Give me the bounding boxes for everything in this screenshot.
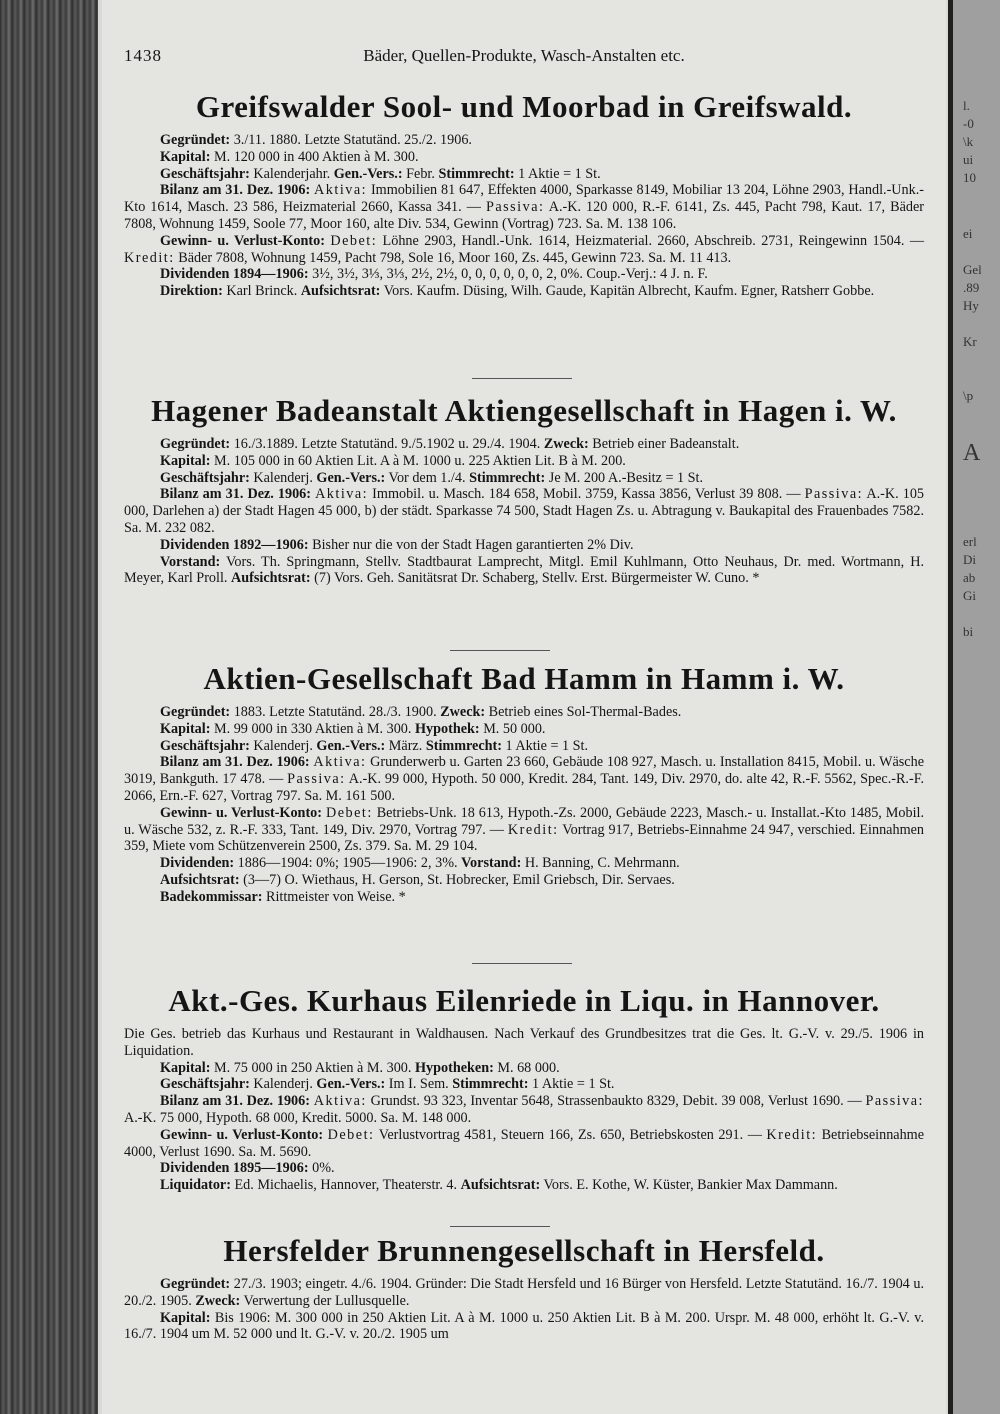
field-value: (3—7) O. Wiethaus, H. Gerson, St. Hobrecker, Emil Griebsch, Dir. Servaes. [239,871,675,888]
field-label: Hypotheken: [415,1059,494,1076]
separator-rule [472,378,572,379]
page-number: 1438 [124,46,162,65]
field-label: Gen.-Vers.: [316,737,386,754]
entry-paragraph [124,721,924,738]
field-label: Stimmrecht: [452,1076,529,1093]
field-label: Kapital: [160,1309,211,1326]
field-value: 1 Aktie = 1 St. [502,737,589,754]
separator-rule [450,1226,550,1227]
field-label: Dividenden 1894—1906: [160,266,309,283]
field-value: 27./3. 1903; eingetr. 4./6. 1904. Gründer: Die Stadt Hersfeld und 16 Bürger von Hersfeld. Letzte Statutänd. 16./7. 1904 u. 20./2. 1905. [124,1276,924,1309]
field-value: Löhne 2903, Handl.-Unk. 1614, Heizmaterial. 2660, Abschreib. 2731, Reingewinn 1504. — [377,232,925,249]
entry-title: Aktien-Gesellschaft Bad Hamm in Hamm i. W. [203,661,845,696]
field-label: Zweck: [543,436,589,452]
field-value: A.-K. 105 000, Darlehen a) der Stadt Hagen 45 000, b) der städt. Sparkasse 74 500, Stadt Hagen Zs. u. Abtragung v. Baukapital des Frauenbades 7582. Sa. M. 232 082. [124,486,925,536]
margin-fragment: ab [963,570,976,585]
book-page [102,0,946,1414]
field-value: Kalenderjahr. [249,165,334,182]
separator-rule [450,650,550,651]
field-value: Grundst. 93 323, Inventar 5648, Strassenbaukto 8329, Debit. 39 008, Verlust 1690. — [366,1093,866,1110]
entry-paragraph [124,537,924,554]
field-value: M. 105 000 in 60 Aktien Lit. A à M. 1000 u. 225 Aktien Lit. B à M. 200. [210,452,626,469]
field-value: Betrieb eines Sol-Thermal-Bades. [485,704,682,720]
margin-fragment: \p [963,388,974,403]
margin-fragment: A [963,440,981,466]
field-label: Badekommissar: [160,888,263,905]
field-label: Aufsichtsrat: [460,1177,541,1194]
field-label: Gen.-Vers.: [316,469,386,486]
entry-paragraph [124,1160,924,1177]
company-entry [124,982,924,1194]
field-value: Bäder 7808, Wohnung 1459, Pacht 798, Sole 16, Moor 160, Zs. 445, Gewinn 723. Sa. M. 11 413. [174,249,732,266]
field-label: Aktiva: [313,754,367,771]
field-value: Je M. 200 A.-Besitz = 1 St. [545,469,704,486]
field-value: A.-K. 99 000, Hypoth. 50 000, Kredit. 284, Tant. 149, Div. 2970, do. alte 42, R.-F. 5562, Spec.-R.-F. 2066, Ern.-F. 627, Vortrag 797. Sa. M. 161 500. [124,771,924,804]
company-entry [124,392,924,587]
entry-paragraph [124,738,924,755]
field-label: Aufsichtsrat: [160,871,240,888]
field-value: Rittmeister von Weise. * [262,888,406,905]
field-label: Geschäftsjahr: [160,469,250,486]
field-value: Betriebseinnahme 4000, Verlust 1690. Sa. M. 5690. [124,1126,925,1160]
field-label: Direktion: [160,283,223,300]
entry-paragraph [124,266,924,283]
entry-paragraph [124,436,924,453]
field-value: Immobilien 81 647, Effekten 4000, Sparkasse 8149, Mobiliar 13 204, Löhne 2903, Handl.-Unk.-Kto 1614, Masch. 23 586, Heizmaterial 2660, Kassa 341. — [124,182,925,216]
entry-title: Hersfelder Brunnengesellschaft in Hersfeld. [223,1233,825,1268]
margin-fragment: 10 [963,170,976,185]
field-value: 16./3.1889. Letzte Statutänd. 9./5.1902 u. 29./4. 1904. [230,436,544,452]
field-value: 1883. Letzte Statutänd. 28./3. 1900. [230,704,441,720]
field-value: M. 99 000 in 330 Aktien à M. 300. [210,720,415,737]
field-label: Gewinn- u. Verlust-Konto: [160,232,325,249]
field-label: Bilanz am 31. Dez. 1906: [160,754,310,771]
field-label: Aktiva: [315,486,369,503]
field-value: Im I. Sem. [385,1076,453,1093]
field-value: M. 120 000 in 400 Aktien à M. 300. [210,148,419,165]
entry-paragraph [124,805,924,855]
field-label: Liquidator: [160,1177,231,1194]
field-label: Geschäftsjahr: [160,737,250,754]
field-label: Passiva: [865,1093,924,1110]
entry-paragraph [124,889,924,906]
margin-fragment: \k [963,134,974,149]
field-value: A.-K. 75 000, Hypoth. 68 000, Kredit. 5000. Sa. M. 148 000. [124,1109,472,1126]
field-label: Kapital: [160,1059,211,1076]
entry-body [124,1276,924,1343]
field-value: Vors. Th. Springmann, Stellv. Stadtbaurat Lamprecht, Mitgl. Emil Kuhlmann, Otto Neuhaus, Dr. med. Wortmann, H. Meyer, Karl Proll. [124,553,924,587]
field-label: Vorstand: [160,553,221,570]
margin-fragment: erl [963,534,977,549]
field-value: Kalenderj. [249,737,317,754]
margin-fragment: -0 [963,116,974,131]
field-label: Gen.-Vers.: [316,1076,386,1093]
entry-paragraph [124,704,924,721]
field-label: Stimmrecht: [469,469,546,486]
entry-paragraph [124,453,924,470]
field-label: Bilanz am 31. Dez. 1906: [160,486,311,503]
field-value: 1886—1904: 0%; 1905—1906: 2, 3%. [234,855,462,872]
field-value: Vors. Kaufm. Düsing, Wilh. Gaude, Kapitän Albrecht, Kaufm. Egner, Ratsherr Gobbe. [380,283,875,300]
field-label: Passiva: [804,486,864,503]
field-label: Kredit: [766,1126,818,1143]
field-value: Kalenderj. [249,1076,317,1093]
field-label: Vorstand: [461,855,522,872]
field-label: Gewinn- u. Verlust-Konto: [160,1126,324,1143]
margin-fragment: ei [963,226,973,241]
field-value: M. 50 000. [479,720,546,737]
field-label: Dividenden: [160,855,235,872]
field-value: Bisher nur die von der Stadt Hagen garantierten 2% Div. [308,536,634,553]
field-value: Kalenderj. [249,469,317,486]
entry-paragraph [124,1076,924,1093]
field-label: Passiva: [485,199,545,216]
entry-paragraph [124,132,924,149]
margin-fragment: bi [963,624,974,639]
entry-body [124,132,924,300]
entry-paragraph [124,1177,924,1194]
entry-paragraph [124,283,924,300]
margin-fragment: Hy [963,298,979,313]
field-label: Dividenden 1892—1906: [160,536,309,553]
field-label: Stimmrecht: [425,737,502,754]
field-value: Febr. [402,165,439,182]
field-label: Stimmrecht: [438,165,515,182]
margin-fragment: Di [963,552,976,567]
field-label: Gen.-Vers.: [333,165,403,182]
field-label: Zweck: [440,704,486,720]
field-value: Karl Brinck. [222,283,301,300]
field-label: Debet: [327,1126,375,1143]
field-value: Die Ges. betrieb das Kurhaus und Restaurant in Waldhausen. Nach Verkauf des Grundbesitzes trat die Ges. lt. G.-V. v. 29./5. 1906 in Liquidation. [124,1026,924,1059]
field-value: M. 75 000 in 250 Aktien à M. 300. [210,1059,415,1076]
field-label: Dividenden 1895—1906: [160,1160,309,1177]
entry-title: Greifswalder Sool- und Moorbad in Greifswald. [195,89,853,124]
field-value: 3½, 3½, 3⅓, 3⅓, 2½, 2½, 0, 0, 0, 0, 0, 0, 2, 0%. Coup.-Verj.: 4 J. n. F. [308,266,708,283]
field-value: Verlustvortrag 4581, Steuern 166, Zs. 650, Betriebskosten 291. — [374,1126,767,1143]
field-label: Bilanz am 31. Dez. 1906: [160,182,311,199]
company-entry [124,1232,924,1343]
field-label: Kapital: [160,720,211,737]
separator-rule [472,963,572,964]
running-title: Bäder, Quellen-Produkte, Wasch-Anstalten etc. [363,46,685,65]
entry-paragraph [124,1026,924,1060]
entry-paragraph [124,470,924,487]
field-label: Gewinn- u. Verlust-Konto: [160,804,322,821]
field-value: 1 Aktie = 1 St. [528,1076,615,1093]
field-value: Vortrag 917, Betriebs-Einnahme 24 947, verschied. Einnahmen 359, Miete vom Schützenverein 2500, Zs. 379. Sa. M. 29 104. [124,821,924,855]
field-label: Aktiva: [314,182,368,199]
field-label: Aufsichtsrat: [300,283,381,300]
field-label: Geschäftsjahr: [160,165,250,182]
field-value: 3./11. 1880. Letzte Statutänd. 25./2. 1906. [230,132,472,148]
field-label: Bilanz am 31. Dez. 1906: [160,1093,310,1110]
margin-fragment: Gel [963,262,982,277]
field-label: Aktiva: [313,1093,367,1110]
entry-paragraph [124,855,924,872]
field-value: Ed. Michaelis, Hannover, Theaterstr. 4. [230,1177,461,1194]
field-value: (7) Vors. Geh. Sanitätsrat Dr. Schaberg, Stellv. Erst. Bürgermeister W. Cuno. * [310,570,760,587]
field-label: Geschäftsjahr: [160,1076,250,1093]
margin-fragment: l. [963,98,970,113]
field-label: Passiva: [287,771,346,788]
entry-body [124,436,924,587]
entry-paragraph [124,872,924,889]
entry-title: Akt.-Ges. Kurhaus Eilenriede in Liqu. in Hannover. [168,983,880,1018]
field-label: Gegründet: [160,1276,231,1292]
margin-fragment: ui [963,152,974,167]
field-label: Zweck: [195,1292,241,1309]
book-binding-edge [0,0,98,1414]
field-label: Kredit: [507,821,559,838]
entry-body [124,704,924,906]
entry-paragraph [124,1310,924,1344]
field-value: Betriebs-Unk. 18 613, Hypoth.-Zs. 2000, Gebäude 2223, Masch.- u. Installat.-Kto 1485, Mobil. u. Wäsche 532, z. R.-F. 333, Tant. 149, Div. 2970, Vortrag 797. — [124,804,925,838]
field-value: März. [385,737,426,754]
field-label: Gegründet: [160,436,231,452]
field-value: Betrieb einer Badeanstalt. [588,436,740,452]
field-value: Verwertung der Lullusquelle. [240,1292,410,1309]
entry-body [124,1026,924,1194]
entry-paragraph [124,166,924,183]
entry-title: Hagener Badeanstalt Aktiengesellschaft in Hagen i. W. [151,393,897,428]
entry-paragraph [124,149,924,166]
field-label: Hypothek: [415,720,480,737]
field-value: 1 Aktie = 1 St. [514,165,601,182]
field-label: Debet: [330,232,378,249]
adjacent-page-edge [948,0,1000,1414]
entry-paragraph [124,486,924,536]
entry-paragraph [124,1276,924,1310]
field-label: Kapital: [160,148,211,165]
field-value: Grunderwerb u. Garten 23 660, Gebäude 108 927, Masch. u. Installation 8415, Mobil. u. Wäsche 3019, Bankguth. 17 478. — [124,754,925,788]
page-header [124,46,924,70]
field-value: Bis 1906: M. 300 000 in 250 Aktien Lit. A à M. 1000 u. 250 Aktien Lit. B à M. 200. Urspr. M. 48 000, erhöht lt. G.-V. v. 16./7. 1904 um M. 52 000 und lt. G.-V. v. 20./2. 1905 um [124,1309,924,1343]
margin-fragment: Gi [963,588,976,603]
entry-paragraph [124,233,924,267]
field-value: 0%. [308,1160,335,1177]
field-label: Aufsichtsrat: [231,570,311,587]
field-label: Gegründet: [160,132,231,148]
entry-paragraph [124,1127,924,1161]
margin-fragment: .89 [963,280,980,295]
field-value: Immobil. u. Masch. 184 658, Mobil. 3759, Kassa 3856, Verlust 39 808. — [368,486,805,503]
margin-fragment: Kr [963,334,977,349]
company-entry [124,660,924,906]
field-value: H. Banning, C. Mehrmann. [521,855,680,872]
entry-paragraph [124,754,924,804]
field-value: Vor dem 1./4. [385,469,470,486]
field-label: Gegründet: [160,704,231,720]
entry-paragraph [124,554,924,588]
entry-paragraph [124,182,924,232]
field-label: Debet: [325,804,373,821]
field-label: Kapital: [160,452,211,469]
field-value: Vors. E. Kothe, W. Küster, Bankier Max Dammann. [540,1177,838,1194]
entry-paragraph [124,1060,924,1077]
field-value: M. 68 000. [493,1059,560,1076]
entry-paragraph [124,1093,924,1127]
field-value: A.-K. 120 000, R.-F. 6141, Zs. 445, Pacht 798, Kaut. 17, Bäder 7808, Wohnung 1459, Soole 77, Moor 160, alte Div. 534, Gewinn (Vortrag) 723. Sa. M. 138 106. [124,199,924,232]
company-entry [124,88,924,300]
field-label: Kredit: [124,249,175,266]
